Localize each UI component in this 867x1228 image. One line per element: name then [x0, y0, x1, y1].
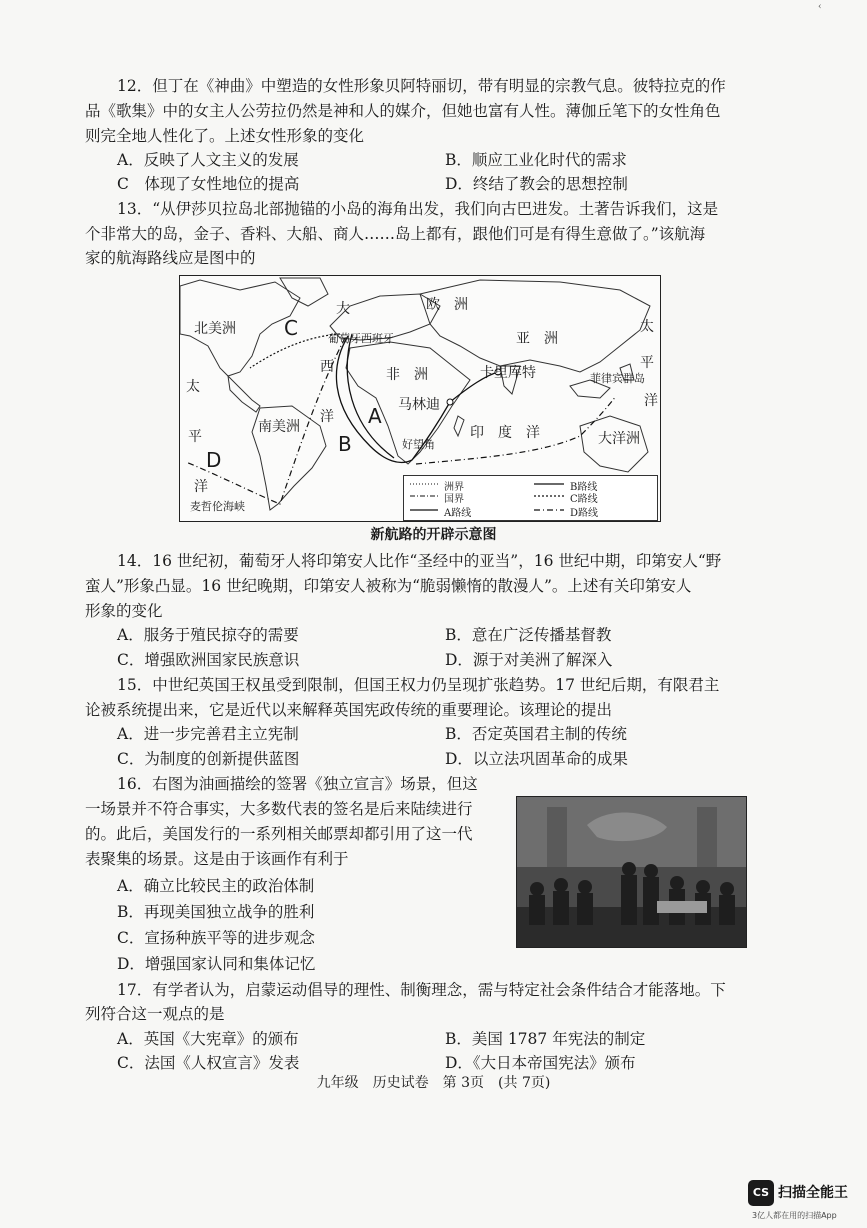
- scanner-app-name: 扫描全能王: [778, 1185, 848, 1201]
- q12-option-a[interactable]: A．反映了人文主义的发展: [117, 151, 299, 169]
- q16-option-d[interactable]: D．增强国家认同和集体记忆: [117, 955, 316, 973]
- q14-option-b[interactable]: B．意在广泛传播基督教: [445, 626, 612, 644]
- label-portugal-spain: 葡萄牙西班牙: [328, 332, 394, 345]
- new-routes-map: [179, 275, 661, 522]
- label-malindi: 马林迪: [398, 397, 440, 413]
- q15-option-b[interactable]: B．否定英国君主制的传统: [445, 725, 627, 743]
- q16-stem-line-1: 16．右图为油画描绘的签署《独立宣言》场景，但这: [117, 775, 478, 793]
- label-route-d: D: [206, 448, 222, 472]
- legend-symbols: [404, 476, 657, 520]
- label-cape: 好望角: [402, 438, 435, 451]
- q17-option-a[interactable]: A．英国《大宪章》的颁布: [117, 1030, 299, 1048]
- label-calicut: 卡里库特: [480, 365, 536, 381]
- corner-mark: ‹: [818, 2, 822, 12]
- label-asia: 亚 洲: [516, 331, 558, 347]
- label-pacific-yang-left: 洋: [194, 479, 208, 495]
- label-atlantic-yang: 洋: [320, 409, 334, 425]
- declaration-painting-image: [516, 796, 747, 948]
- q12-option-b[interactable]: B．顺应工业化时代的需求: [445, 151, 627, 169]
- q16-option-a[interactable]: A．确立比较民主的政治体制: [117, 877, 315, 895]
- label-philippines: 菲律宾群岛: [590, 372, 645, 385]
- greenland-landmass: [280, 278, 328, 306]
- q14-stem-line-1: 14．16 世纪初，葡萄牙人将印第安人比作“圣经中的亚当”，16 世纪中期，印第安人“野: [117, 552, 722, 570]
- label-magellan-strait: 麦哲伦海峡: [190, 500, 245, 513]
- q15-option-d[interactable]: D．以立法巩固革命的成果: [445, 750, 628, 768]
- route-b-path: [347, 334, 394, 458]
- legend-country-border: 国界: [444, 494, 464, 505]
- q17-option-b[interactable]: B．美国 1787 年宪法的制定: [445, 1030, 646, 1048]
- central-america-landmass: [228, 376, 260, 412]
- scanner-watermark: [748, 1180, 860, 1224]
- label-route-c: C: [284, 316, 298, 340]
- q14-stem-line-3: 形象的变化: [85, 602, 163, 620]
- legend-d-route: D路线: [570, 508, 599, 519]
- label-pacific-ping-right: 平: [640, 355, 654, 371]
- q14-option-c[interactable]: C．增强欧洲国家民族意识: [117, 651, 300, 669]
- q15-stem-line-2: 论被系统提出来，它是近代以来解释英国宪政传统的重要理论。该理论的提出: [85, 701, 613, 719]
- q15-option-c[interactable]: C．为制度的创新提供蓝图: [117, 750, 300, 768]
- legend-continent-border: 洲界: [444, 482, 464, 493]
- q17-option-c[interactable]: C．法国《人权宣言》发表: [117, 1054, 300, 1072]
- label-europe: 欧 洲: [426, 297, 468, 313]
- label-atlantic-da: 大: [336, 301, 350, 317]
- q16-stem-line-2: 一场景并不符合事实，大多数代表的签名是后来陆续进行: [85, 800, 473, 818]
- q12-option-c[interactable]: C 体现了女性地位的提高: [117, 175, 300, 193]
- q17-stem-line-2: 列符合这一观点的是: [85, 1005, 225, 1023]
- q12-stem-line-3: 则完全地人性化了。上述女性形象的变化: [85, 127, 365, 145]
- label-africa: 非 洲: [386, 367, 428, 383]
- label-route-b: B: [338, 432, 352, 456]
- q15-stem-line-1: 15．中世纪英国王权虽受到限制，但国王权力仍呈现扩张趋势。17 世纪后期，有限君主: [117, 676, 720, 694]
- q16-option-b[interactable]: B．再现美国独立战争的胜利: [117, 903, 315, 921]
- malindi-marker: [447, 399, 453, 405]
- label-indian-ocean: 印 度 洋: [470, 425, 540, 441]
- page-footer: 九年级 历史试卷 第 3页 (共 7页): [316, 1075, 551, 1091]
- q12-stem-line-1: 12．但丁在《神曲》中塑造的女性形象贝阿特丽切，带有明显的宗教气息。彼特拉克的作: [117, 77, 726, 95]
- q17-option-d[interactable]: D．《大日本帝国宪法》颁布: [445, 1054, 636, 1072]
- q13-stem-line-1: 13．“从伊莎贝拉岛北部抛锚的小岛的海角出发，我们向古巴进发。土著告诉我们，这是: [117, 200, 719, 218]
- legend-c-route: C路线: [570, 494, 598, 505]
- madagascar-landmass: [454, 416, 464, 436]
- q12-stem-line-2: 品《歌集》中的女主人公劳拉仍然是神和人的媒介，但她也富有人性。薄伽丘笔下的女性角色: [85, 102, 721, 120]
- painting-illustration: [517, 797, 746, 947]
- q13-stem-line-2: 个非常大的岛，金子、香料、大船、商人……岛上都有，跟他们可是有得生意做了。”该航海: [85, 225, 706, 243]
- label-north-america: 北美洲: [194, 321, 236, 337]
- q12-option-d[interactable]: D．终结了教会的思想控制: [445, 175, 628, 193]
- label-route-a: A: [368, 404, 382, 428]
- q16-stem-line-4: 表聚集的场景。这是由于该画作有利于: [85, 850, 349, 868]
- q14-stem-line-2: 蛮人”形象凸显。16 世纪晚期，印第安人被称为“脆弱懒惰的散漫人”。上述有关印第安人: [85, 577, 692, 595]
- scanner-logo-icon: CS: [748, 1180, 774, 1206]
- map-legend: [403, 475, 658, 521]
- q15-option-a[interactable]: A．进一步完善君主立宪制: [117, 725, 299, 743]
- label-oceania: 大洋洲: [598, 431, 640, 447]
- q14-option-a[interactable]: A．服务于殖民掠夺的需要: [117, 626, 299, 644]
- label-pacific-tai-right: 太: [640, 319, 654, 335]
- label-pacific-yang-right: 洋: [644, 393, 658, 409]
- label-pacific-tai-left: 太: [186, 379, 200, 395]
- scanner-tagline: 3亿人都在用的扫描App: [752, 1211, 837, 1220]
- label-atlantic-xi: 西: [320, 359, 334, 375]
- map-caption: 新航路的开辟示意图: [370, 527, 497, 543]
- label-pacific-ping-left: 平: [188, 429, 202, 445]
- q16-stem-line-3: 的。此后，美国发行的一系列相关邮票却都引用了这一代: [85, 825, 473, 843]
- q17-stem-line-1: 17．有学者认为，启蒙运动倡导的理性、制衡理念，需与特定社会条件结合才能落地。下: [117, 981, 726, 999]
- label-south-america: 南美洲: [258, 419, 300, 435]
- q16-option-c[interactable]: C．宣扬种族平等的进步观念: [117, 929, 315, 947]
- legend-a-route: A路线: [444, 508, 472, 519]
- q13-stem-line-3: 家的航海路线应是图中的: [85, 249, 256, 267]
- q14-option-d[interactable]: D．源于对美洲了解深入: [445, 651, 613, 669]
- legend-b-route: B路线: [570, 482, 598, 493]
